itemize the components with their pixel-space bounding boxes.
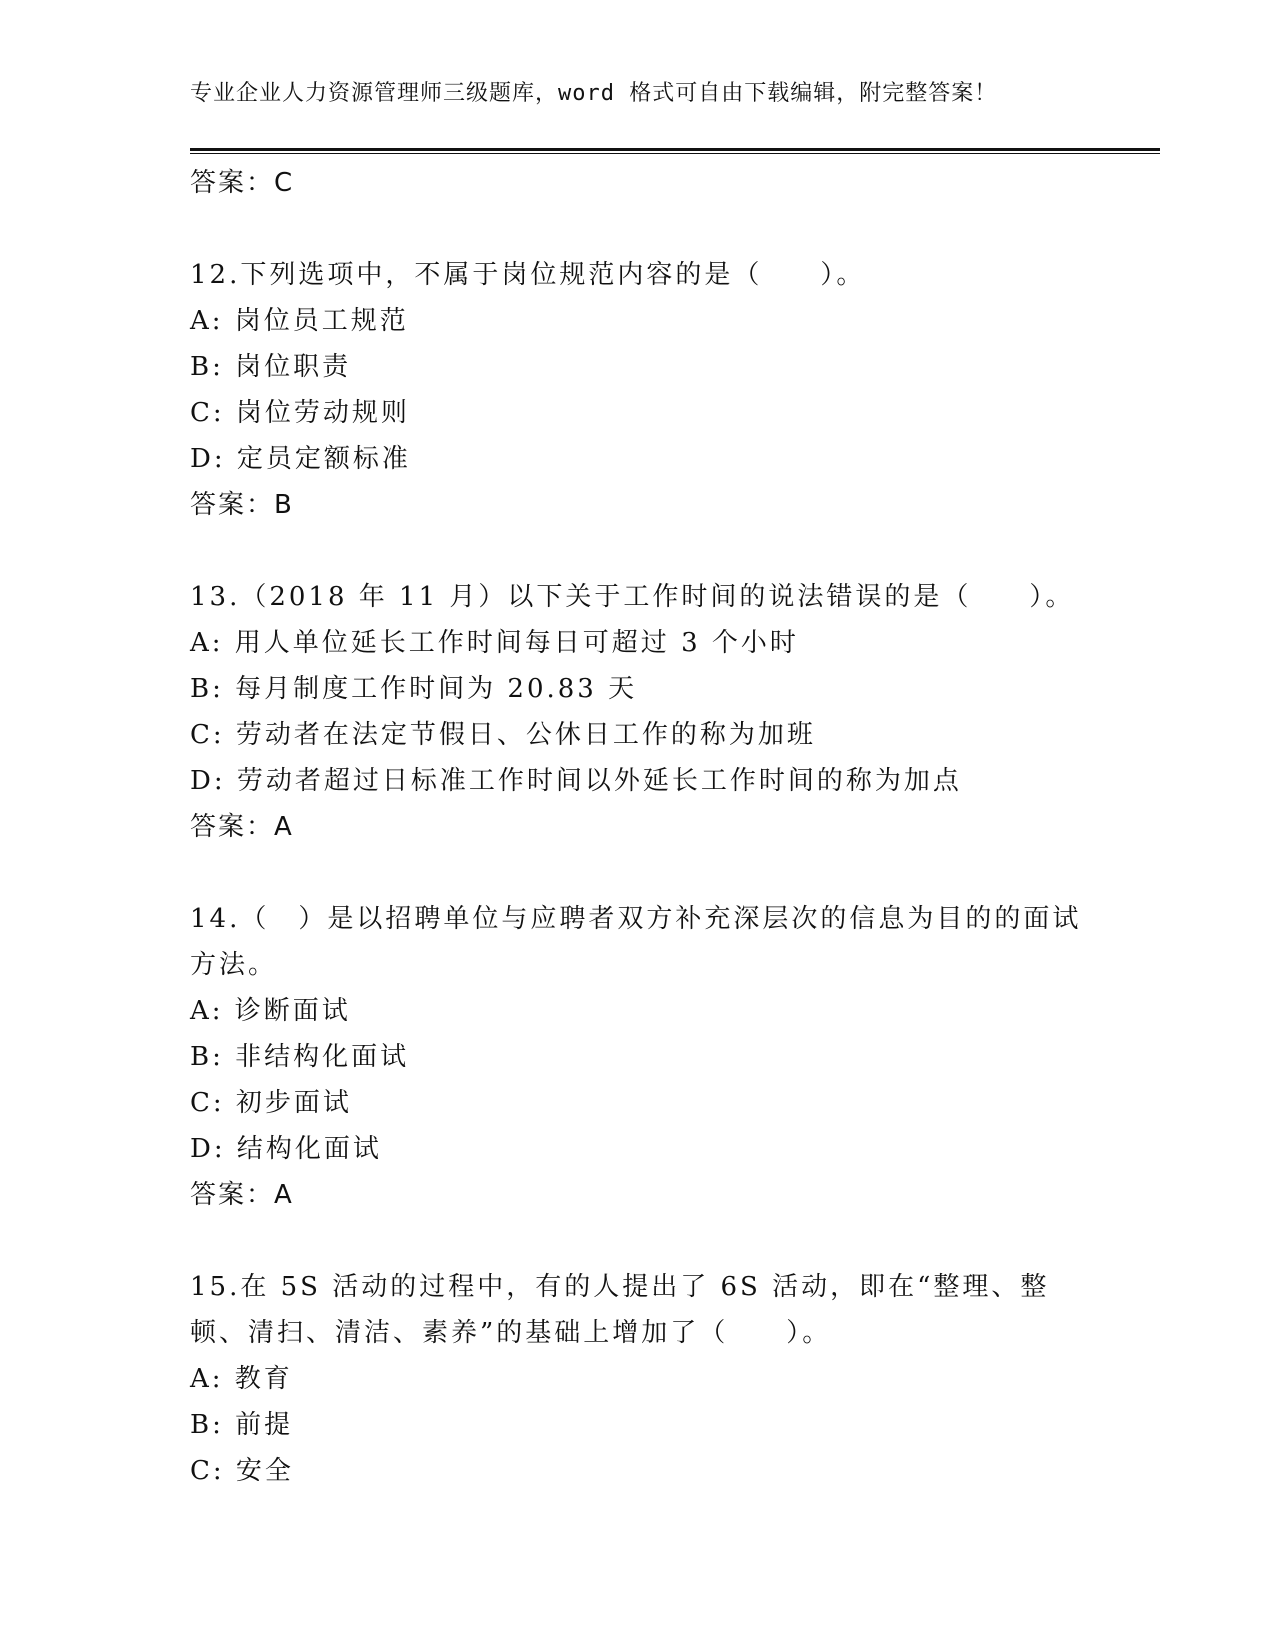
option-b: B: 非结构化面试: [190, 1042, 410, 1072]
option-d: D: 定员定额标准: [190, 444, 411, 474]
answer-line: 答案：A: [190, 812, 294, 842]
option-c: C: 劳动者在法定节假日、公休日工作的称为加班: [190, 720, 816, 750]
question-block: [190, 896, 1090, 1218]
option-a: A: 岗位员工规范: [190, 306, 409, 336]
spacer: [190, 528, 1090, 574]
question-stem: 15.在 5S 活动的过程中，有的人提出了 6S 活动，即在“整理、整顿、清扫、清洁、素养”的基础上增加了（ ）。: [190, 1272, 1050, 1348]
option-c: C: 安全: [190, 1456, 294, 1486]
answer-line: 答案：A: [190, 1180, 294, 1210]
question-list: [190, 160, 1090, 1494]
answer-line: 答案：C: [190, 168, 295, 198]
header-rule: [190, 148, 1160, 151]
question-stem: 13.（2018 年 11 月）以下关于工作时间的说法错误的是（ ）。: [190, 582, 1075, 612]
question-block: [190, 252, 1090, 528]
option-a: A: 用人单位延长工作时间每日可超过 3 个小时: [190, 628, 799, 658]
question-stem: 14.（ ）是以招聘单位与应聘者双方补充深层次的信息为目的的面试方法。: [190, 904, 1082, 980]
page-header: 专业企业人力资源管理师三级题库，word 格式可自由下载编辑，附完整答案！: [190, 81, 998, 106]
option-c: C: 岗位劳动规则: [190, 398, 410, 428]
option-a: A: 诊断面试: [190, 996, 351, 1026]
header-rule-thin: [190, 153, 1160, 154]
option-b: B: 岗位职责: [190, 352, 352, 382]
spacer: [190, 1218, 1090, 1264]
option-d: D: 结构化面试: [190, 1134, 382, 1164]
question-block: [190, 574, 1090, 850]
spacer: [190, 206, 1090, 252]
option-b: B: 前提: [190, 1410, 294, 1440]
question-stem: 12.下列选项中，不属于岗位规范内容的是（ ）。: [190, 260, 866, 290]
question-block: [190, 1264, 1090, 1494]
option-d: D: 劳动者超过日标准工作时间以外延长工作时间的称为加点: [190, 766, 962, 796]
spacer: [190, 850, 1090, 896]
answer-line: 答案：B: [190, 490, 294, 520]
option-a: A: 教育: [190, 1364, 293, 1394]
option-b: B: 每月制度工作时间为 20.83 天: [190, 674, 638, 704]
option-c: C: 初步面试: [190, 1088, 352, 1118]
